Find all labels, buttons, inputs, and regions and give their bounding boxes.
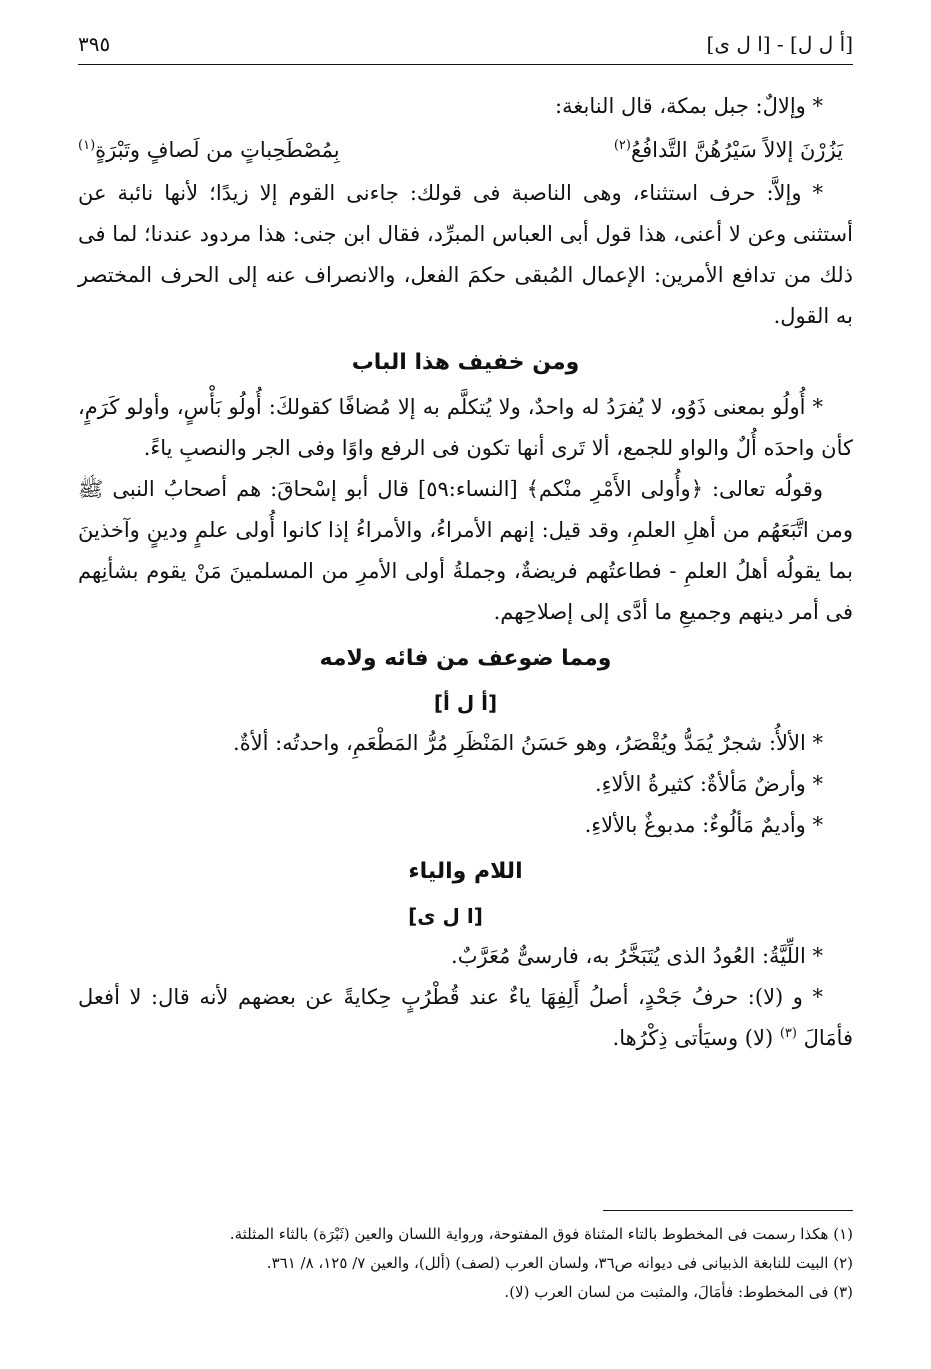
header-divider — [78, 64, 853, 65]
page-body — [78, 86, 853, 1059]
footnote-ref-2: (٢) — [613, 138, 631, 153]
footnote-ref-1: (١) — [78, 138, 96, 153]
footnote: (٣) فى المخطوط: فأمَالَ، والمثبت من لسان العرب (لا). — [504, 1283, 853, 1301]
entry-illa: * وإلاَّ: حرف استثناء، وهى الناصبة فى قولك: جاءنى القوم إلا زيدًا؛ لأنها نائبة عن أستثنى وعن لا أعنى، هذا قول أبى العباس المبرِّد، فقال ابن جنى: هذا مردود عندنا؛ لما فى ذلك من تدافع الأمرين: الإعمال المُبقى حكمَ الفعل، والانصراف عنه إلى الحرف المختصر به القول. — [78, 181, 853, 328]
entry-la: * و (لا): حرفُ جَحْدٍ، أصلُ أَلِفِهَا ياءٌ عند قُطْرُبٍ حِكايةً عن بعضهم لأنه قال: لا أفعل فأمَالَ $^{(٣)}$ (لا) وسيَأتى ذِكْرُها. — [78, 985, 853, 1050]
entry-uli-al-amr: وقولُه تعالى: ﴿وأُولى الأَمْرِ منْكم﴾ [النساء:٥٩] قال أبو إسْحاقَ: هم أصحابُ النبى ﷺ ومن اتَّبَعَهُم من أهلِ العلمِ، وقد قيل: إنهم الأمراءُ، والأمراءُ إذا كانوا أُولى علمٍ ودينٍ وآخذينَ بما يقولُه أهلُ العلمِ - فطاعتُهم فريضةٌ، وجملةُ أولى الأمرِ من المسلمينَ مَنْ يقوم بشأنِهم فى أمر دينهم وجميعِ ما أدَّى إلى إصلاحِهم. — [78, 477, 853, 624]
entry-marda: * وأرضٌ مَألأةٌ: كثيرةُ الألاءِ. — [594, 772, 823, 796]
section-heading: اللام والياء — [408, 859, 523, 884]
entry-ilal: * وإلالٌ: جبل بمكة، قال النابغة: — [555, 94, 823, 118]
footnote: (١) هكذا رسمت فى المخطوط بالتاء المثناة فوق المفتوحة، ورواية اللسان والعين (ثَبْرَة) بالثاء المثلثة. — [229, 1225, 853, 1243]
footnote-divider — [603, 1210, 853, 1211]
page-header — [78, 28, 853, 60]
root-heading: [أ ل أ] — [433, 691, 498, 715]
running-head: [أ ل ل] - [ا ل ى] — [706, 32, 853, 56]
entry-adim: * وأديمٌ مَألُوءٌ: مدبوغٌ بالألاءِ. — [584, 813, 823, 837]
entry-ala: * الألأُ: شجرٌ يُمَدُّ ويُقْصَرُ، وهو حَسَنُ المَنْظَرِ مُرُّ المَطْعَمِ، واحدتُه: ألأةٌ. — [233, 731, 823, 755]
entry-ulu: * أُولُو بمعنى ذَوُو، لا يُفرَدُ له واحدٌ، ولا يُتكلَّم به إلا مُضافًا كقولكَ: أُولُو بَأْسٍ، وأولو كَرَمٍ، كأن واحدَه أُلٌ والواو للجمع، ألا تَرى أنها تكون فى الرفع واوًا وفى الجر والنصبِ ياءً. — [78, 395, 853, 460]
root-heading: [ا ل ى] — [408, 904, 483, 928]
section-heading: ومن خفيف هذا الباب — [351, 350, 580, 375]
footnote: (٢) البيت للنابغة الذبيانى فى ديوانه ص٣٦، ولسان العرب (لصف) (ألل)، والعين ٧/ ١٢٥، ٨/ ٣٦١. — [266, 1254, 853, 1272]
verse-hemistich-left: بِمُصْطَحِباتٍ من لَصافٍ وتَبْرَةٍ$^{(١)}$ — [78, 138, 340, 162]
verse-hemistich-right: يَزُرْنَ إلالاً سَيْرُهُنَّ التَّدافُعُ$^{(٢)}$ — [613, 138, 843, 162]
section-heading: ومما ضوعف من فائه ولامه — [319, 646, 612, 671]
poem-verse — [78, 127, 853, 173]
page-number: ٣٩٥ — [78, 32, 111, 56]
entry-liyya: * اللِّيَّةُ: العُودُ الذى يُتَبَخَّرُ به، فارسىٌّ مُعَرَّبٌ. — [451, 944, 823, 968]
footnote-ref-3: (٣) — [779, 1026, 797, 1041]
footnotes — [78, 1220, 853, 1307]
